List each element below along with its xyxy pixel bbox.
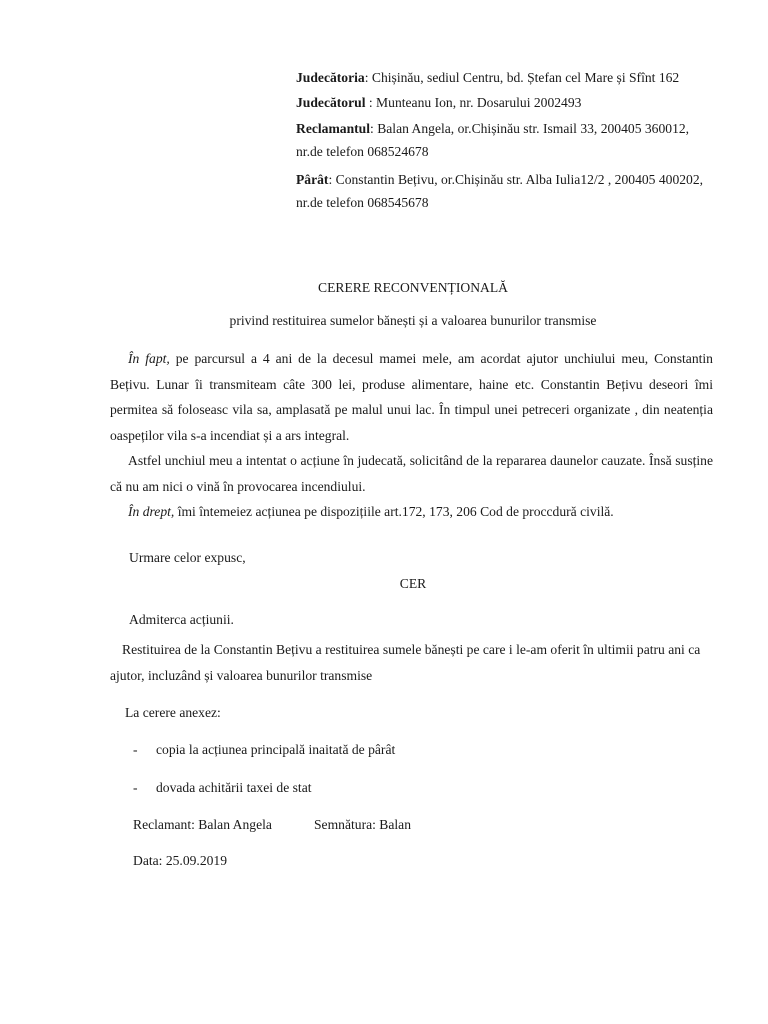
facts-paragraph xyxy=(110,346,713,448)
law-lead: În drept, xyxy=(128,504,175,519)
facts-lead: În fapt, xyxy=(128,351,170,366)
court-value: : Chișinău, sediul Centru, bd. Ștefan cel Mare și Sfînt 162 xyxy=(364,70,680,85)
plaintiff-value: : Balan Angela, or.Chișinău str. Ismail 33, 200405 360012, nr.de telefon 068524678 xyxy=(296,121,690,159)
plaintiff-label: Reclamantul xyxy=(296,121,371,136)
annex-heading: La cerere anexez: xyxy=(125,705,221,720)
date-line: Data: 25.09.2019 xyxy=(133,853,228,868)
conclusion-intro: Urmare celor expusc, xyxy=(129,550,246,565)
document-title: CERERE RECONVENȚIONALĂ xyxy=(318,280,508,295)
defendant-value: : Constantin Bețivu, or.Chișinău str. Alba Iulia12/2 , 200405 400202, nr.de telefon 068545678 xyxy=(296,172,704,210)
request-2: Restituirea de la Constantin Bețivu a restituirea sumele bănești pe care i le-am oferit în ultimii patru ani ca ajutor, incluzând și valoarea bunurilor transmise xyxy=(110,642,701,683)
defendant-line xyxy=(296,168,716,214)
signature-field: Semnătura: Balan xyxy=(314,817,412,832)
annex-item: dovada achitării taxei de stat xyxy=(156,780,312,795)
facts-text: pe parcursul a 4 ani de la decesul mamei mele, am acordat ajutor unchiului meu, Constantin Bețivu. Lunar îi transmiteam câte 300 lei, produse alimentare, haine etc. Constantin Bețivu deseori îmi permitea să foloseasc vila sa, amplasată pe malul unui lac. În timpul unei petreceri organizate , din neatenția oaspeților vila s-a incendiat și a ars integral. xyxy=(110,351,713,443)
judge-label: Judecătorul xyxy=(296,95,366,110)
annex-bullet: - xyxy=(133,742,138,757)
request-1: Admiterca acțiunii. xyxy=(129,612,234,627)
plaintiff-line xyxy=(296,117,716,163)
annex-bullet: - xyxy=(133,780,138,795)
law-text: îmi întemeiez acțiunea pe dispozițiile art.172, 173, 206 Cod de proccdură civilă. xyxy=(174,504,614,519)
judge-value: : Munteanu Ion, nr. Dosarului 2002493 xyxy=(365,95,582,110)
request-heading: CER xyxy=(399,576,427,591)
document-subtitle: privind restituirea sumelor bănești și a valoarea bunurilor transmise xyxy=(229,313,597,328)
defendant-label: Pârât xyxy=(296,172,329,187)
annex-item: copia la acțiunea principală inaitată de pârât xyxy=(156,742,396,757)
judge-line xyxy=(296,91,716,114)
court-label: Judecătoria xyxy=(296,70,365,85)
court-line xyxy=(296,66,716,89)
law-paragraph xyxy=(110,499,713,525)
request-2-block xyxy=(110,637,713,688)
body-text xyxy=(110,346,713,525)
second-paragraph: Astfel unchiul meu a intentat o acțiune în judecată, solicitând de la repararea daunelor cauzate. Însă susține că nu am nici o vină în provocarea incendiului. xyxy=(110,453,713,494)
header-block xyxy=(296,66,716,218)
claimant-signature-name: Reclamant: Balan Angela xyxy=(133,817,272,832)
